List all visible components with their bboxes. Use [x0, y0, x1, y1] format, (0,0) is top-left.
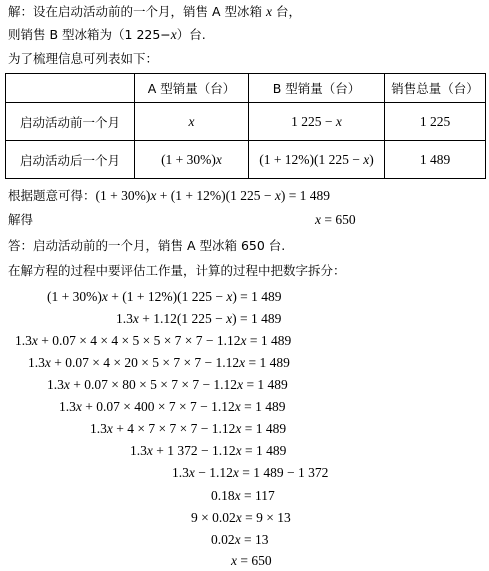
row-a-sales: (1 + 30%)x: [135, 141, 249, 179]
row-a-sales-value: x: [188, 113, 195, 129]
step-line: 1.3x + 1.12(1 225 − x) = 1 489: [116, 311, 282, 326]
row-total: 1 489: [385, 141, 486, 179]
row-label: 启动活动前一个月: [6, 103, 135, 141]
row-label: 启动活动后一个月: [6, 141, 135, 179]
equation-label: 根据题意可得：: [8, 188, 96, 203]
step-line: 1.3x + 0.07 × 400 × 7 × 7 − 1.12x = 1 489: [59, 399, 286, 414]
table-header-cell: A 型销量（台）: [135, 74, 249, 103]
answer-line: 答：启动活动前的一个月，销售 A 型冰箱 650 台.: [8, 238, 286, 253]
step-line: 1.3x + 0.07 × 80 × 5 × 7 × 7 − 1.12x = 1 489: [47, 377, 288, 392]
note-line: 在解方程的过程中要评估工作量，计算的过程中把数字拆分：: [8, 263, 346, 278]
step-line: 1.3x + 0.07 × 4 × 4 × 5 × 5 × 7 × 7 − 1.12x = 1 489: [15, 333, 292, 348]
row-total: 1 225: [385, 103, 486, 141]
step-line: x = 650: [231, 553, 272, 568]
table-row: [6, 103, 486, 141]
info-table: [5, 73, 486, 179]
intro-line-3: 为了梳理信息可列表如下：: [8, 51, 159, 66]
solve-label: 解得: [8, 212, 34, 227]
table-header-cell: B 型销量（台）: [249, 74, 385, 103]
table-row: [6, 141, 486, 179]
row-a-sales: [135, 103, 249, 141]
solve-result: x = 650: [315, 212, 356, 227]
table-header-cell: 销售总量（台）: [385, 74, 486, 103]
table-header-row: [6, 74, 486, 103]
intro-line-1-var: x: [265, 4, 272, 19]
intro-line-1: [8, 4, 301, 20]
step-line: 1.3x + 0.07 × 4 × 20 × 5 × 7 × 7 − 1.12x = 1 489: [28, 355, 290, 370]
intro-line-2: [8, 27, 206, 43]
intro-line-2-var: x: [170, 27, 177, 42]
step-line: 1.3x + 4 × 7 × 7 × 7 − 1.12x = 1 489: [90, 421, 287, 436]
step-line: 0.18x = 117: [211, 488, 275, 503]
step-line: (1 + 30%)x + (1 + 12%)(1 225 − x) = 1 489: [47, 289, 282, 304]
intro-line-2-text: 则销售 B 型冰箱为（1 225−: [8, 27, 171, 42]
equation-main: (1 + 30%)x + (1 + 12%)(1 225 − x) = 1 489: [95, 188, 331, 203]
step-line: 9 × 0.02x = 9 × 13: [191, 510, 291, 525]
row-b-sales: 1 225 − x: [249, 103, 385, 141]
intro-line-2-tail: ）台.: [176, 27, 206, 42]
intro-line-1-tail: 台，: [271, 4, 301, 19]
row-b-sales: (1 + 12%)(1 225 − x): [249, 141, 385, 179]
step-line: 0.02x = 13: [211, 532, 269, 547]
step-line: 1.3x + 1 372 − 1.12x = 1 489: [130, 443, 287, 458]
equation-line: [8, 188, 330, 204]
intro-line-1-text: 解：设在启动活动前的一个月，销售 A 型冰箱: [8, 4, 266, 19]
step-line: 1.3x − 1.12x = 1 489 − 1 372: [172, 465, 329, 480]
table-header-cell: [6, 74, 135, 103]
